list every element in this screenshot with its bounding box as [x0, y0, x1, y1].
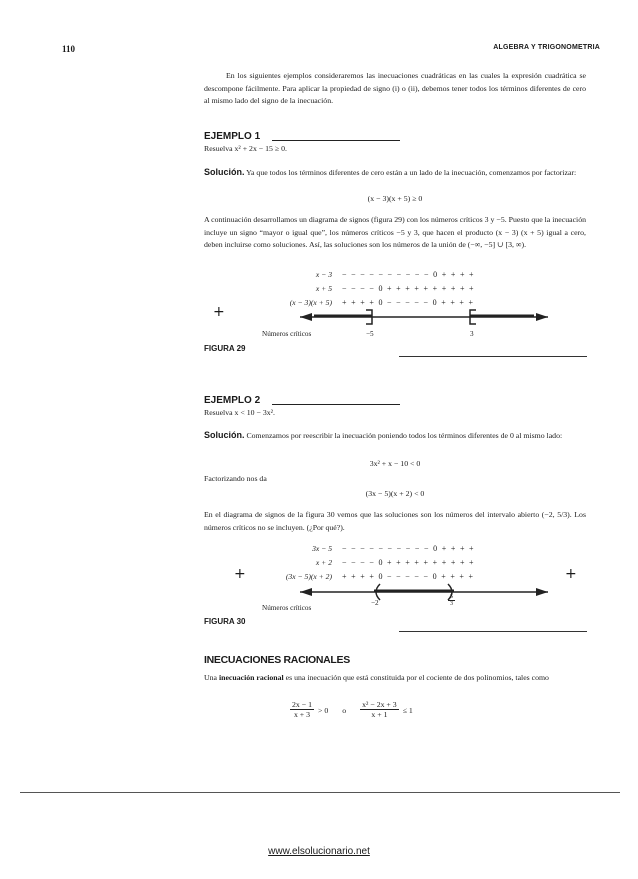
example-2-factored: (3x − 5)(x + 2) < 0	[365, 489, 425, 498]
tick-label: 3	[470, 330, 474, 338]
sign-row-label: 3x − 5	[312, 544, 332, 553]
sign-row-label: x + 2	[315, 558, 332, 567]
sign-row-values: − − − − 0 + + + + + + + + + +	[342, 558, 474, 567]
fraction-denominator: x + 3	[293, 710, 311, 719]
example-2-heading: EJEMPLO 2	[204, 395, 261, 406]
factor-intro: Factorizando nos da	[204, 474, 267, 483]
plus-symbol-right: +	[565, 566, 577, 582]
axis-label: Números críticos	[262, 330, 312, 338]
section-title: INECUACIONES RACIONALES	[204, 654, 350, 666]
number-line-30	[300, 583, 550, 605]
figure-rule	[399, 631, 587, 632]
right-arrow	[536, 313, 548, 321]
example-2-rewritten: 3x² + x − 10 < 0	[369, 459, 421, 468]
relation: ≤ 1	[402, 706, 413, 716]
figure-29-label: FIGURA 29	[204, 344, 246, 353]
sign-row-label: (3x − 5)(x + 2)	[285, 572, 332, 581]
tick-label: −2	[371, 599, 379, 607]
connector-word: o	[342, 706, 347, 716]
tick-label: −5	[366, 330, 374, 338]
sign-row-values: + + + + 0 − − − − − 0 + + + +	[342, 572, 474, 581]
rational-expression-1	[290, 700, 314, 719]
fraction-numerator: 2x − 1	[292, 700, 312, 709]
section-text-after: es una inecuación que está constituida por el cociente de dos polinomios, tales como	[285, 673, 549, 682]
sign-row-label: (x − 3)(x + 5)	[289, 298, 332, 307]
section-paragraph	[204, 672, 586, 685]
example-2-statement: Resuelva x < 10 − 3x².	[204, 408, 275, 417]
fraction-numerator: 5	[450, 594, 453, 600]
fraction-denominator: 3	[450, 601, 453, 607]
left-arrow	[300, 313, 312, 321]
sign-row-values: − − − − 0 + + + + + + + + + +	[342, 284, 474, 293]
solution-text: Ya que todos los términos diferentes de cero están a un lado de la inecuación, comenzamos por factorizar:	[246, 168, 577, 177]
example-1-statement: Resuelva x² + 2x − 15 ≥ 0.	[204, 144, 287, 153]
example-2-explanation: En el diagrama de signos de la figura 30 vemos que las soluciones son los números del intervalo abierto (−2, 5/3). Los números críticos no se incluyen. (¿Por qué?).	[204, 510, 586, 532]
example-2-solution	[204, 429, 586, 443]
example-1-factored: (x − 3)(x + 5) ≥ 0	[367, 194, 423, 203]
left-arrow	[300, 588, 312, 596]
footer	[0, 846, 638, 857]
example-1-explanation: A continuación desarrollamos un diagrama de signos (figura 29) con los números críticos 3 y −5. Puesto que la inecuación incluye un signo “mayor o igual que”, los números críticos −5 y 3, que hacen el producto (x − 3) (x + 5) igual a cero, deben incluirse como soluciones. Así, las soluciones son los números de la unión de (−∞, −5] ∪ [3, ∞).	[204, 215, 586, 249]
page-number: 110	[62, 44, 76, 54]
sign-row-label: x + 5	[315, 284, 332, 293]
rational-expression-2	[360, 700, 399, 719]
example-1-rule	[272, 140, 400, 141]
plus-symbol: +	[213, 304, 225, 320]
sign-row-label: x − 3	[315, 270, 332, 279]
rational-examples	[290, 700, 413, 719]
solution-label: Solución.	[204, 167, 245, 177]
solution-text: Comenzamos por reescribir la inecuación poniendo todos los términos diferentes de 0 al mismo lado:	[246, 431, 563, 440]
section-text-before: Una	[204, 673, 217, 682]
sign-row-values: + + + + 0 − − − − − 0 + + + +	[342, 298, 474, 307]
section-term: inecuación racional	[218, 673, 284, 682]
tick-label-fraction	[448, 594, 455, 607]
number-line-29	[300, 308, 550, 330]
example-1-solution	[204, 166, 586, 180]
right-arrow	[536, 588, 548, 596]
running-head: ALGEBRA Y TRIGONOMETRIA	[493, 44, 600, 51]
plus-symbol-left: +	[234, 566, 246, 582]
source-link[interactable]: www.elsolucionario.net	[268, 846, 370, 857]
axis-label: Números críticos	[262, 604, 312, 612]
sign-row-values: − − − − − − − − − − 0 + + + +	[342, 544, 474, 553]
fraction-numerator: x² − 2x + 3	[362, 700, 397, 709]
figure-30-label: FIGURA 30	[204, 617, 246, 626]
solution-label: Solución.	[204, 430, 245, 440]
figure-rule	[399, 356, 587, 357]
example-2-rule	[272, 404, 400, 405]
relation: > 0	[318, 706, 329, 716]
scan-edge-line	[20, 792, 620, 793]
sign-row-values: − − − − − − − − − − 0 + + + +	[342, 270, 474, 279]
fraction-denominator: x + 1	[371, 710, 388, 719]
intro-paragraph: En los siguientes ejemplos consideraremos las inecuaciones cuadráticas en las cuales la expresión cuadrática se descompone fácilmente. Para aplicar la propiedad de signo (i) o (ii), debemos tener todos los términos diferentes de cero al mismo lado del signo de la inecuación.	[204, 71, 586, 105]
example-1-heading: EJEMPLO 1	[204, 131, 261, 142]
